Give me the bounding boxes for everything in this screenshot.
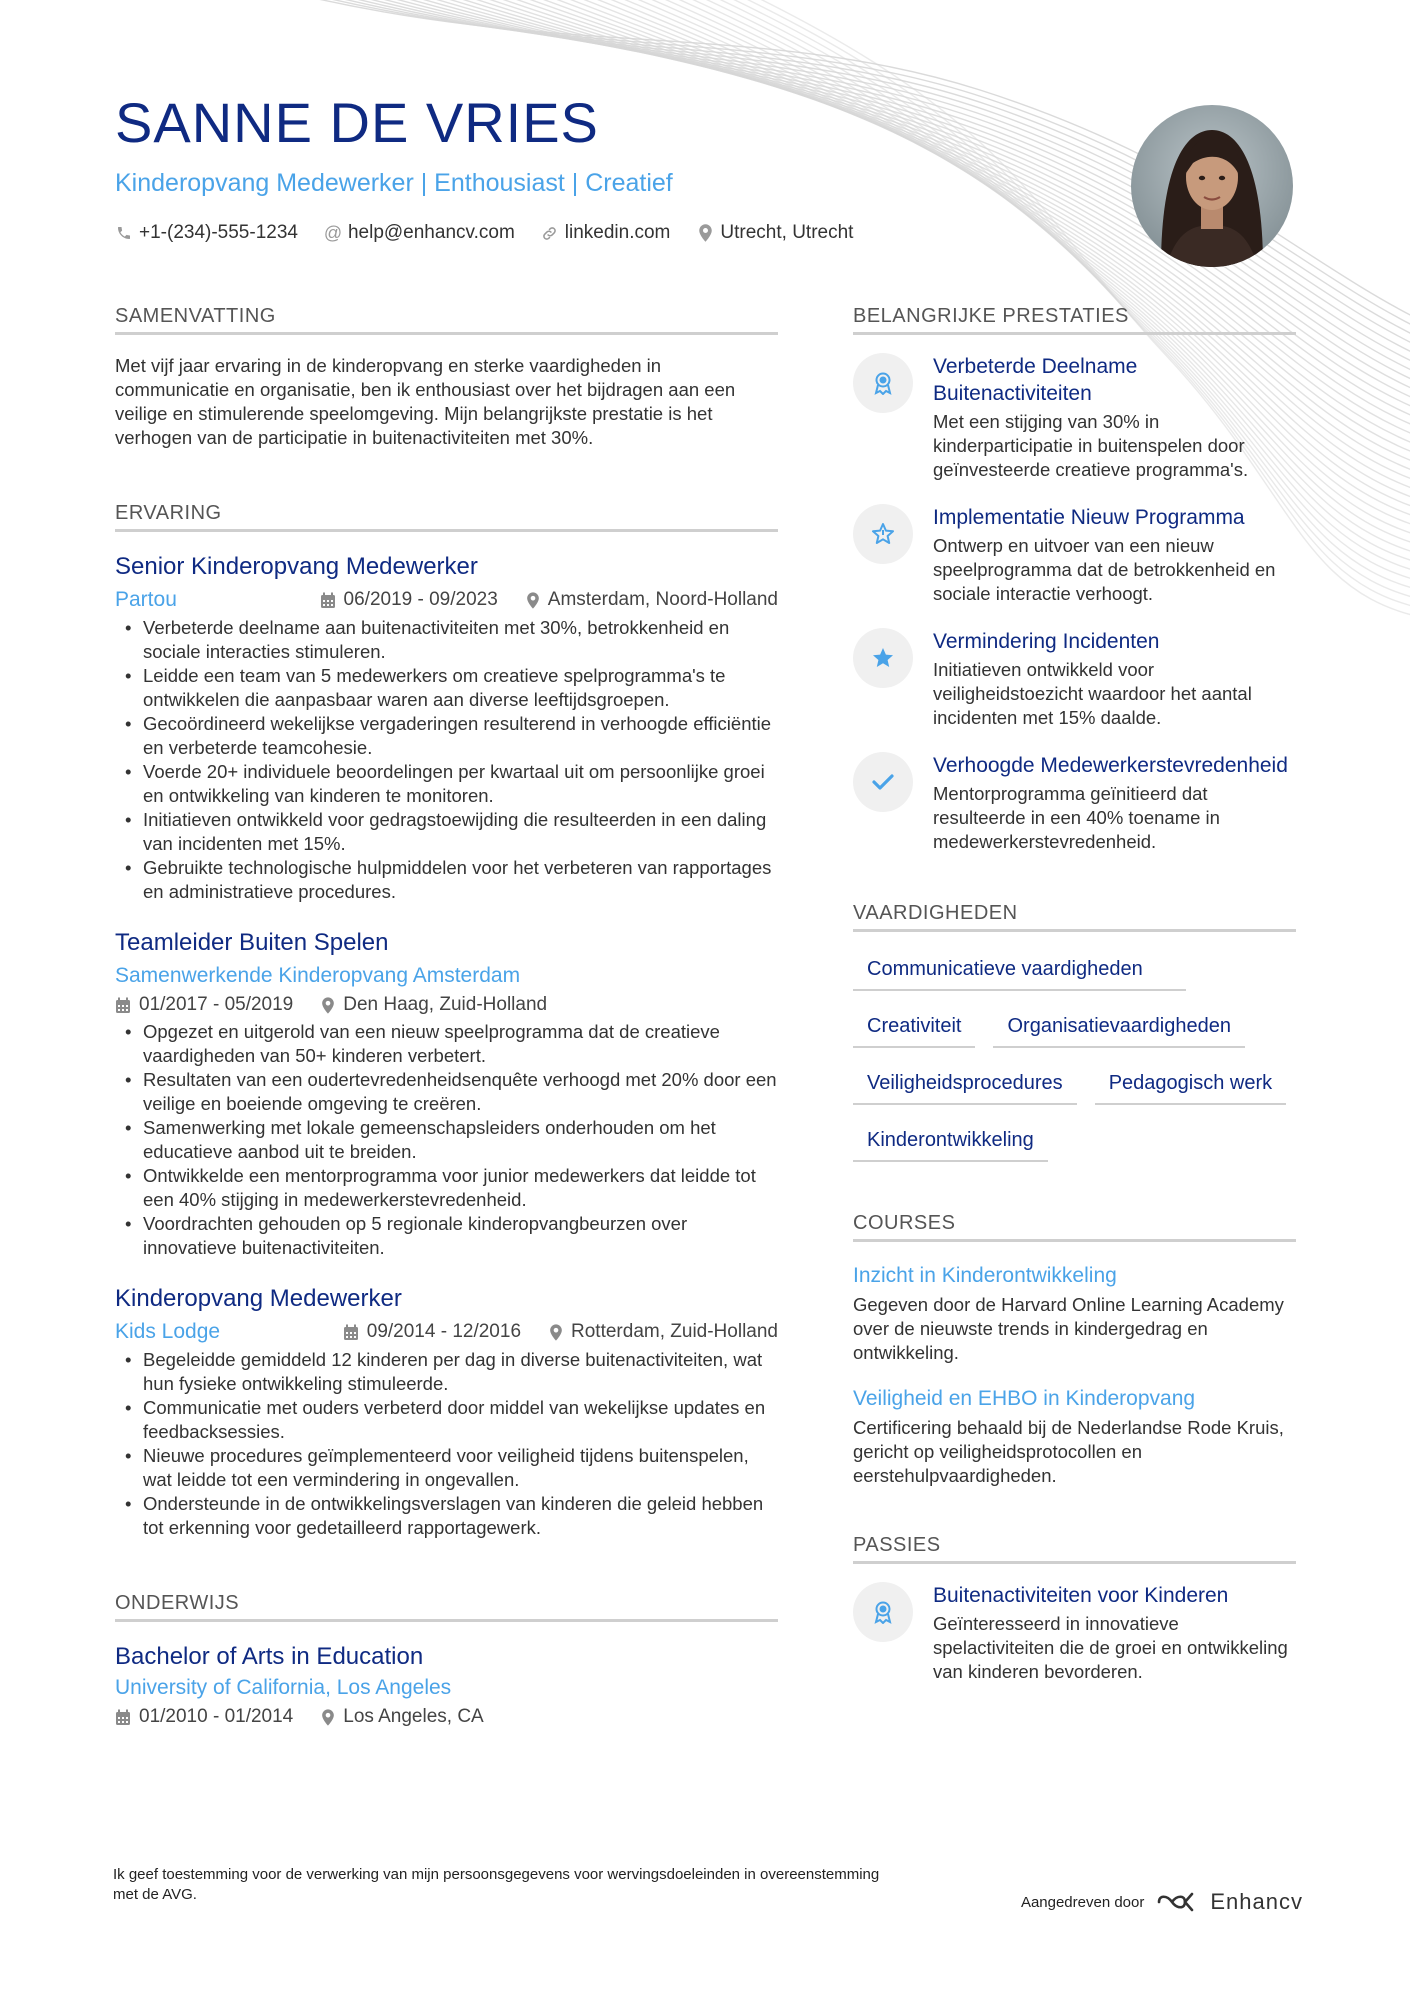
powered-by[interactable]: [1021, 1889, 1303, 1915]
experience-section: [115, 502, 778, 1540]
course-item: [853, 1262, 1296, 1365]
enhancv-logo-icon: [1156, 1890, 1202, 1914]
achievement-desc: Mentorprogramma geïnitieerd dat resulteerde in een 40% toename in medewerkerstevredenheid.: [933, 783, 1220, 852]
job-role: Teamleider Buiten Spelen: [115, 929, 389, 956]
achievement-body: [933, 628, 1296, 730]
brand-logo: [1156, 1889, 1303, 1915]
skill-tag: Communicatieve vaardigheden: [853, 954, 1186, 991]
contact-bar: [115, 222, 1115, 244]
location-pin-icon: [549, 1324, 563, 1341]
section-title-summary: SAMENVATTING: [115, 305, 778, 335]
achievement-body: [933, 353, 1296, 482]
location-pin-icon: [526, 592, 540, 609]
job-dates-text: 09/2014 - 12/2016: [366, 1321, 522, 1342]
job-meta-right: [343, 1321, 778, 1343]
education-dates: [115, 1706, 293, 1728]
job-meta: [115, 588, 778, 612]
job-company: Samenwerkende Kinderopvang Amsterdam: [115, 964, 521, 987]
job-role: Senior Kinderopvang Medewerker: [115, 553, 478, 580]
bullet-item: • Gecoördineerd wekelijkse vergaderingen resulterend in verhoogde efficiëntie en verbeterde teamcohesie.: [115, 712, 778, 760]
job-entry: [115, 552, 778, 904]
location-pin-icon: [321, 997, 335, 1014]
courses-section: [853, 1212, 1296, 1488]
bullet-item: • Samenwerking met lokale gemeenschapsleiders onderhouden om het educatieve aanbod uit te breiden.: [115, 1116, 778, 1164]
bullet-item: • Initiatieven ontwikkeld voor gedragstoewijding die resulteerden in een daling van incidenten met 15%.: [115, 808, 778, 856]
calendar-icon: [320, 592, 336, 609]
job-role: Kinderopvang Medewerker: [115, 1285, 402, 1312]
job-dates-text: 06/2019 - 09/2023: [343, 589, 498, 610]
achievement-desc: Met een stijging van 30% in kinderparticipatie in buitenspelen door geïnvesteerde creatieve programma's.: [933, 411, 1249, 480]
achievement-item: [853, 628, 1296, 730]
checkmark-icon: [853, 752, 913, 812]
star-filled-icon: [853, 628, 913, 688]
passion-desc: Geïnteresseerd in innovatieve spelactiviteiten die de groei en ontwikkeling van kinderen bevorderen.: [933, 1613, 1288, 1682]
contact-location: [696, 222, 853, 244]
job-company: Partou: [115, 588, 177, 611]
candidate-name: SANNE DE VRIES: [115, 91, 599, 154]
skills-list: [853, 954, 1296, 1162]
passion-body: [933, 1582, 1296, 1684]
job-location: [321, 994, 547, 1016]
job-bullets: [115, 616, 778, 904]
achievement-item: [853, 504, 1296, 606]
location-text: Utrecht, Utrecht: [720, 222, 854, 243]
education-meta: [115, 1706, 778, 1728]
bullet-item: • Verbeterde deelname aan buitenactiviteiten met 30%, betrokkenheid en sociale interacties stimuleren.: [115, 616, 778, 664]
education-location: [321, 1706, 483, 1728]
bullet-item: • Opgezet en uitgerold van een nieuw speelprogramma dat de creatieve vaardigheden van 50+ kinderen verbetert.: [115, 1020, 778, 1068]
course-desc: Certificering behaald bij de Nederlandse Rode Kruis, gericht op veiligheidsprotocollen en eerstehulpvaardigheden.: [853, 1417, 1284, 1486]
powered-by-label: Aangedreven door: [1020, 1893, 1145, 1911]
location-pin-icon: [696, 224, 714, 242]
footer: [113, 1865, 1303, 1915]
bullet-item: • Begeleidde gemiddeld 12 kinderen per dag in diverse buitenactiviteiten, wat hun fysieke ontwikkeling stimuleerde.: [115, 1348, 778, 1396]
course-title: Inzicht in Kinderontwikkeling: [853, 1264, 1117, 1287]
contact-phone[interactable]: [115, 222, 298, 244]
education-entry: [115, 1642, 778, 1728]
job-dates: [115, 994, 293, 1016]
calendar-icon: [115, 1709, 131, 1726]
section-title-skills: VAARDIGHEDEN: [853, 902, 1296, 932]
course-item: [853, 1385, 1296, 1488]
achievement-item: [853, 353, 1296, 482]
course-title: Veiligheid en EHBO in Kinderopvang: [853, 1387, 1196, 1410]
bullet-item: • Gebruikte technologische hulpmiddelen voor het verbeteren van rapportages en administratieve procedures.: [115, 856, 778, 904]
contact-email[interactable]: [324, 222, 515, 244]
calendar-icon: [115, 997, 131, 1014]
achievement-desc: Initiatieven ontwikkeld voor veiligheidstoezicht waardoor het aantal incidenten met 15% daalde.: [933, 659, 1252, 728]
award-ribbon-icon: [853, 353, 913, 413]
skill-tag: Organisatievaardigheden: [993, 1011, 1245, 1048]
job-dates-text: 01/2017 - 05/2019: [139, 994, 294, 1015]
skill-tag: Veiligheidsprocedures: [853, 1068, 1077, 1105]
bullet-item: • Ondersteunde in de ontwikkelingsverslagen van kinderen die geleid hebben tot erkenning voor gedetailleerd rapportagewerk.: [115, 1492, 778, 1540]
course-desc: Gegeven door de Harvard Online Learning Academy over de nieuwste trends in kindergedrag en ontwikkeling.: [853, 1294, 1284, 1363]
job-entry: [115, 1284, 778, 1540]
section-title-achievements: BELANGRIJKE PRESTATIES: [853, 305, 1296, 335]
bullet-item: • Voordrachten gehouden op 5 regionale kinderopvangbeurzen over innovatieve buitenactiviteiten.: [115, 1212, 778, 1260]
job-dates: [343, 1321, 521, 1343]
degree: Bachelor of Arts in Education: [115, 1643, 424, 1670]
email-text: help@enhancv.com: [347, 222, 515, 243]
achievement-item: [853, 752, 1296, 854]
passion-item: [853, 1582, 1296, 1684]
location-pin-icon: [321, 1709, 335, 1726]
contact-linkedin[interactable]: [541, 222, 671, 244]
achievement-title: Vermindering Incidenten: [933, 630, 1160, 653]
bullet-item: • Ontwikkelde een mentorprogramma voor junior medewerkers dat leidde tot een 40% stijging in medewerkerstevredenheid.: [115, 1164, 778, 1212]
phone-text: +1-(234)-555-1234: [139, 222, 298, 243]
achievement-title: Implementatie Nieuw Programma: [933, 506, 1245, 529]
education-dates-text: 01/2010 - 01/2014: [139, 1706, 294, 1727]
link-icon: [541, 224, 559, 242]
passion-title: Buitenactiviteiten voor Kinderen: [933, 1584, 1229, 1607]
job-bullets: [115, 1020, 778, 1260]
bullet-item: • Resultaten van een oudertevredenheidsenquête verhoogd met 20% door een veilige en boeiende omgeving te creëren.: [115, 1068, 778, 1116]
consent-note: Ik geef toestemming voor de verwerking van mijn persoonsgegevens voor wervingsdoeleinden in overeenstemming met de AVG.: [113, 1866, 880, 1903]
skill-tag: Pedagogisch werk: [1095, 1068, 1286, 1105]
right-column: [853, 305, 1296, 1684]
achievement-title: Verhoogde Medewerkerstevredenheid: [933, 754, 1288, 777]
passions-section: [853, 1534, 1296, 1684]
left-column: [115, 305, 778, 1728]
job-dates: [320, 589, 498, 611]
achievement-title: Verbeterde Deelname Buitenactiviteiten: [933, 355, 1138, 405]
candidate-title: Kinderopvang Medewerker | Enthousiast | Creatief: [115, 169, 673, 197]
education-section: [115, 1592, 778, 1728]
school: University of California, Los Angeles: [115, 1676, 452, 1699]
achievement-body: [933, 752, 1296, 854]
bullet-item: • Voerde 20+ individuele beoordelingen per kwartaal uit om persoonlijke groei en ontwikkeling van kinderen te monitoren.: [115, 760, 778, 808]
job-location-text: Rotterdam, Zuid-Holland: [571, 1321, 778, 1342]
job-meta: [115, 1320, 778, 1344]
skills-section: [853, 902, 1296, 1162]
section-title-courses: COURSES: [853, 1212, 1296, 1242]
job-location: [526, 589, 778, 611]
skill-tag: Creativiteit: [853, 1011, 975, 1048]
section-title-education: ONDERWIJS: [115, 1592, 778, 1622]
summary-text: Met vijf jaar ervaring in de kinderopvang en sterke vaardigheden in communicatie en organisatie, ben ik enthousiast over het bijdragen aan een veilige en stimulerende speelomgeving. Mijn belangrijkste prestatie is het verhogen van de participatie in buitenactiviteiten met 30%.: [115, 355, 736, 448]
section-title-experience: ERVARING: [115, 502, 778, 532]
education-location-text: Los Angeles, CA: [343, 1706, 484, 1727]
achievement-body: [933, 504, 1296, 606]
job-meta: [115, 994, 778, 1016]
job-location-text: Amsterdam, Noord-Holland: [547, 589, 778, 610]
job-location: [549, 1321, 778, 1343]
linkedin-text: linkedin.com: [564, 222, 671, 243]
star-outline-icon: [853, 504, 913, 564]
bullet-item: • Nieuwe procedures geïmplementeerd voor veiligheid tijdens buitenspelen, wat leidde tot een vermindering in ongevallen.: [115, 1444, 778, 1492]
job-entry: [115, 928, 778, 1260]
profile-photo: [1131, 105, 1293, 267]
achievements-section: [853, 305, 1296, 854]
job-meta-right: [320, 589, 778, 611]
section-title-passions: PASSIES: [853, 1534, 1296, 1564]
summary-section: [115, 305, 778, 450]
achievement-desc: Ontwerp en uitvoer van een nieuw speelprogramma dat de betrokkenheid en sociale interactie verhoogt.: [933, 535, 1276, 604]
job-company: Kids Lodge: [115, 1320, 221, 1343]
award-ribbon-icon: [853, 1582, 913, 1642]
skill-tag: Kinderontwikkeling: [853, 1125, 1048, 1162]
brand-name: Enhancv: [1210, 1889, 1303, 1914]
phone-icon: [115, 224, 133, 242]
calendar-icon: [343, 1324, 359, 1341]
at-icon: @: [323, 222, 343, 243]
job-location-text: Den Haag, Zuid-Holland: [343, 994, 548, 1015]
header: [115, 91, 1115, 244]
job-bullets: [115, 1348, 778, 1540]
bullet-item: • Leidde een team van 5 medewerkers om creatieve spelprogramma's te ontwikkelen die aanpasbaar waren aan diverse leeftijdsgroepen.: [115, 664, 778, 712]
bullet-item: • Communicatie met ouders verbeterd door middel van wekelijkse updates en feedbacksessies.: [115, 1396, 778, 1444]
